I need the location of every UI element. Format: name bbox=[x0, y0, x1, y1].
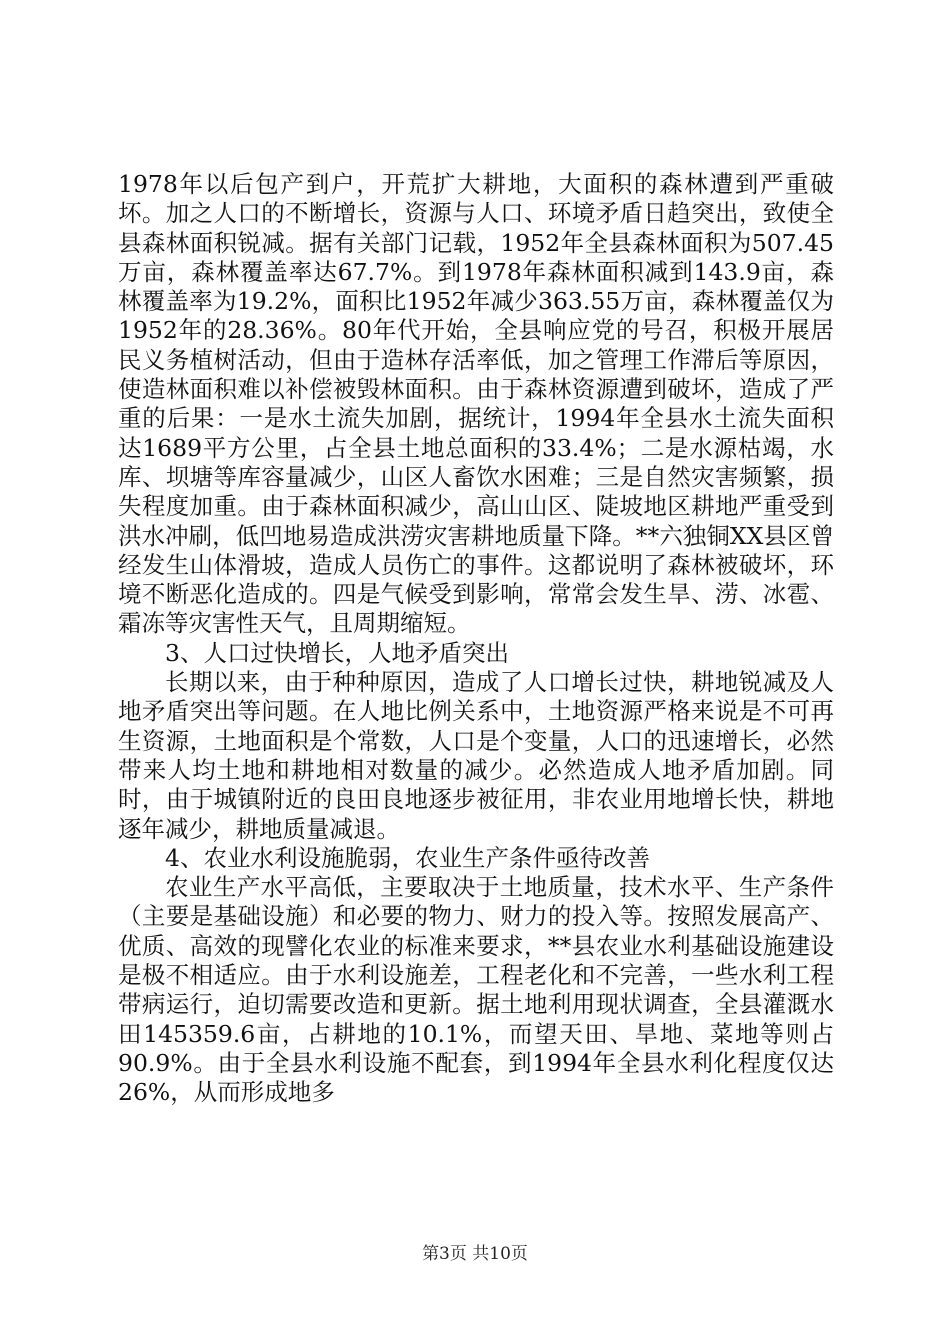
paragraph-irrigation: 农业生产水平高低，主要取决于土地质量，技术水平、生产条件（主要是基础设施）和必要的物力、财力的投入等。按照发展高产、优质、高效的现譬化农业的标准来要求，**县农业水利基础设施建设是极不相适应。由于水利设施差，工程老化和不完善，一些水利工程带病运行，迫切需要改造和更新。据土地利用现状调查，全县灌溉水田145359.6亩，占耕地的10.1%，而望天田、旱地、菜地等则占90.9%。由于全县水利设施不配套，到1994年全县水利化程度仅达26%，从而形成地多 bbox=[118, 873, 834, 1107]
paragraph-continuation: 1978年以后包产到户，开荒扩大耕地，大面积的森林遭到严重破坏。加之人口的不断增长，资源与人口、环境矛盾日趋突出，致使全县森林面积锐减。据有关部门记载，1952年全县森林面积为507.45万亩，森林覆盖率达67.7%。到1978年森林面积减到143.9亩，森林覆盖率为19.2%，面积比1952年减少363.55万亩，森林覆盖仅为1952年的28.36%。80年代开始，全县响应党的号召，积极开展居民义务植树活动，但由于造林存活率低，加之管理工作滞后等原因，使造林面积难以补偿被毁林面积。由于森林资源遭到破坏，造成了严重的后果：一是水土流失加剧，据统计，1994年全县水土流失面积达1689平方公里，占全县土地总面积的33.4%；二是水源枯竭，水库、坝塘等库容量减少，山区人畜饮水困难；三是自然灾害频繁，损失程度加重。由于森林面积减少，高山山区、陡坡地区耕地严重受到洪水冲刷，低凹地易造成洪涝灾害耕地质量下降。**六独铜XX县区曾经发生山体滑坡，造成人员伤亡的事件。这都说明了森林被破坏，环境不断恶化造成的。四是气候受到影响，常常会发生旱、涝、冰雹、霜冻等灾害性天气，且周期缩短。 bbox=[118, 170, 834, 638]
section-heading-4: 4、农业水利设施脆弱，农业生产条件亟待改善 bbox=[165, 843, 650, 872]
paragraph-population: 长期以来，由于种种原因，造成了人口增长过快，耕地锐减及人地矛盾突出等问题。在人地比例关系中，土地资源严格来说是不可再生资源，土地面积是个常数，人口是个变量，人口的迅速增长，必然带来人均土地和耕地相对数量的减少。必然造成人地矛盾加剧。同时，由于城镇附近的良田良地逐步被征用，非农业用地增长快，耕地逐年减少，耕地质量减退。 bbox=[118, 668, 834, 843]
section-heading-3: 3、人口过快增长，人地矛盾突出 bbox=[165, 638, 509, 667]
document-body bbox=[118, 170, 834, 1108]
page-footer: 第3页 共10页 bbox=[422, 1244, 528, 1264]
